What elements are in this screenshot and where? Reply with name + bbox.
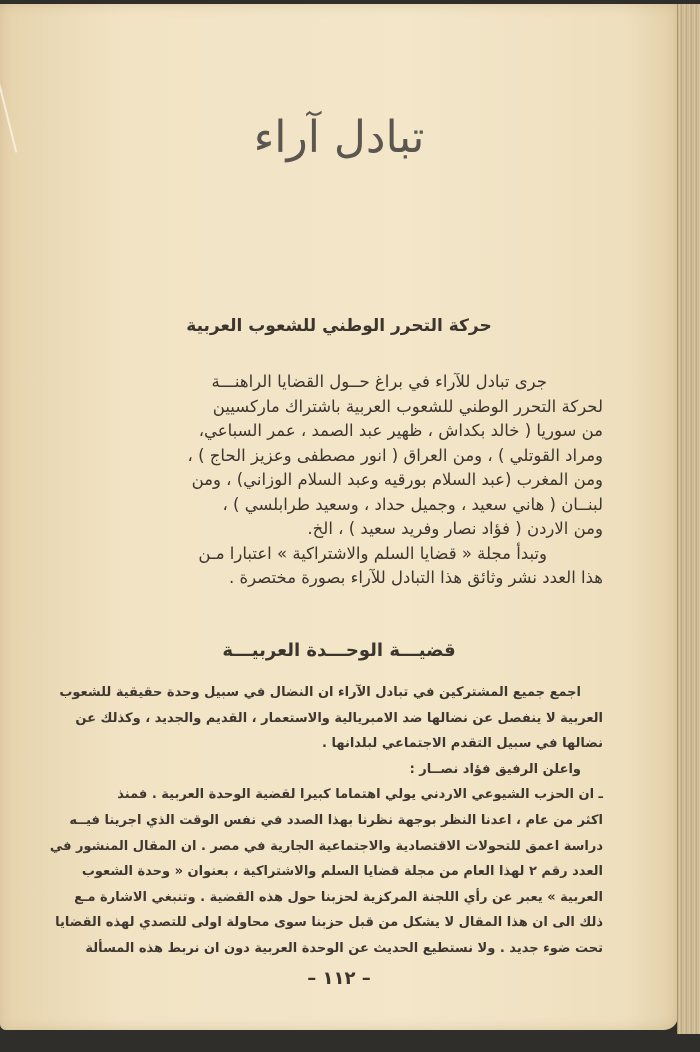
text-line: العربية » يعبر عن رأي اللجنة المركزية لحزبنا حول هذه القضية . وتنبغي الاشارة مـع: [74, 889, 603, 905]
text-line: ومن الاردن ( فؤاد نصار وفريد سعيد ) ، الخ.: [307, 519, 603, 538]
text-line: ومن المغرب (عبد السلام بورقيه وعبد السلام الوزاني) ، ومن: [191, 470, 603, 489]
intro-paragraph: [45, 370, 603, 591]
text-line: دراسة اعمق للتحولات الاقتصادية والاجتماعية الجارية في مصر . ان المقال المنشور في: [49, 838, 603, 854]
arab-unity-paragraph: [43, 680, 603, 962]
text-line: جرى تبادل للآراء في براغ حــول القضايا الراهنـــة: [211, 372, 547, 391]
text-line: لبنــان ( هاني سعيد ، وجميل حداد ، وسعيد طرابلسي ) ،: [222, 494, 603, 514]
text-line: وتبدأ مجلة « قضايا السلم والاشتراكية » اعتبارا مـن: [198, 543, 547, 563]
page-content: [0, 4, 678, 1030]
text-line: نضالها في سبيل التقدم الاجتماعي لبلدانها .: [322, 736, 603, 752]
text-line: ـ ان الحزب الشيوعي الاردني يولي اهتماما كبيرا لقضية الوحدة العربية . فمنذ: [117, 787, 603, 803]
text-line: العدد رقم ٢ لهذا العام من مجلة قضايا السلم والاشتراكية ، بعنوان « وحدة الشعوب: [81, 864, 603, 880]
book-page: [0, 4, 678, 1030]
section-heading-arab-unity: قضيـــة الوحـــدة العربيـــة: [222, 640, 456, 661]
section-heading-liberation-movement: حركة التحرر الوطني للشعوب العربية: [186, 316, 492, 336]
text-line: اكثر من عام ، اعدنا النظر بوجهة نظرنا بهذا الصدد في نفس الوقت الذي اجرينا فيــه: [69, 812, 603, 828]
text-line: تحت ضوء جديد . ولا نستطيع الحديث عن الوحدة العربية دون ان نربط هذه المسألة: [85, 940, 603, 956]
text-line: من سوريا ( خالد بكداش ، ظهير عبد الصمد ، عمر السباعي،: [198, 421, 603, 440]
text-line: واعلن الرفيق فؤاد نصــار :: [409, 761, 581, 777]
page-number: – ١١٢ –: [307, 968, 371, 989]
text-line: هذا العدد نشر وثائق هذا التبادل للآراء بصورة مختصرة .: [229, 568, 603, 587]
text-line: العربية لا ينفصل عن نضالها ضد الامبريالية والاستعمار ، القديم والجديد ، وكذلك عن: [75, 710, 603, 726]
text-line: اجمع جميع المشتركين في تبادل الآراء ان النضال في سبيل وحدة حقيقية للشعوب: [59, 685, 581, 700]
text-line: ذلك الى ان هذا المقال لا يشكل من قبل حزبنا سوى محاولة اولى للتصدي لهذه القضايا: [55, 915, 603, 931]
text-line: لحركة التحرر الوطني للشعوب العربية باشتراك ماركسيين: [212, 396, 603, 416]
text-line: ومراد القوتلي ) ، ومن العراق ( انور مصطفى وعزيز الحاج ) ،: [187, 445, 603, 465]
stacked-page-edges: [677, 4, 700, 1034]
page-title: تبادل آراء: [253, 112, 425, 163]
